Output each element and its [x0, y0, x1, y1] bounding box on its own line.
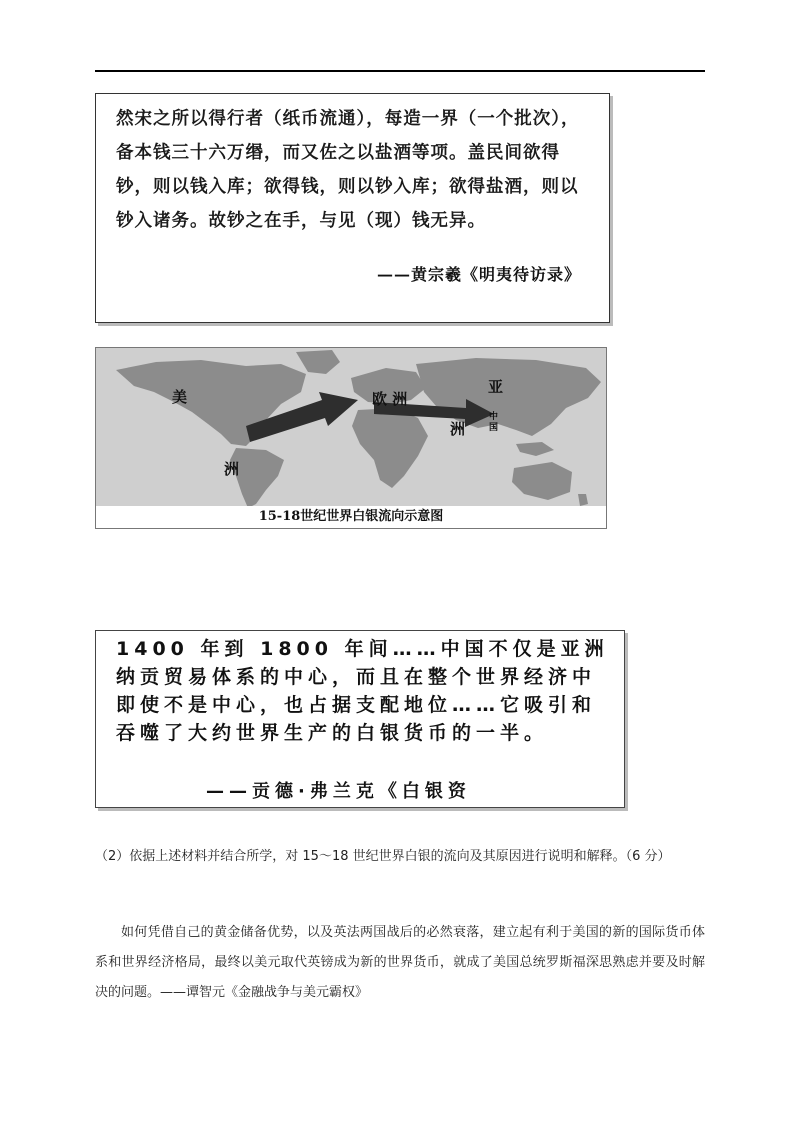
material-source: ——黄宗羲《明夷待访录》: [376, 265, 581, 284]
label-america-top: 美: [172, 388, 188, 406]
material-text: 然宋之所以得行者（纸币流通），每造一界（一个批次），备本钱三十六万缗，而又佐之以盐酒等项。盖民间欲得钞，则以钱入库；欲得钱，则以钞入库；欲得盐酒，则以钞入诸务。故钞之在手，与见（现）钱无异。: [116, 109, 580, 231]
quote-paragraph: 如何凭借自己的黄金储备优势，以及英法两国战后的必然衰落，建立起有利于美国的新的国际货币体系和世界经济格局，最终以美元取代英镑成为新的世界货币，就成了美国总统罗斯福深思熟虑并要及时解决的问题。——谭智元《金融战争与美元霸权》: [95, 925, 705, 1000]
silver-flow-map: [95, 347, 607, 529]
label-china: 中国: [489, 412, 499, 433]
world-map-graphic: [96, 348, 607, 508]
label-america-bottom: 洲: [224, 460, 240, 478]
map-caption: 15-18世纪世界白银流向示意图: [96, 506, 606, 528]
material-box-song-paper-money: [95, 93, 610, 323]
label-asia-bottom: 洲: [450, 420, 466, 438]
header-rule: [95, 70, 705, 72]
label-asia-top: 亚: [488, 378, 504, 396]
material-source: ——贡德·弗兰克《白银资: [206, 781, 471, 802]
material-text: 1400 年到 1800 年间……中国不仅是亚洲纳贡贸易体系的中心，而且在整个世界经济中即使不是中心，也占据支配地位……它吸引和吞噬了大约世界生产的白银货币的一半。: [116, 638, 609, 744]
material-box-frank-silver: [95, 630, 625, 808]
question-2: （2）依据上述材料并结合所学，对 15～18 世纪世界白银的流向及其原因进行说明和解释。（6 分）: [95, 849, 671, 864]
label-europe: 欧 洲: [372, 390, 408, 408]
